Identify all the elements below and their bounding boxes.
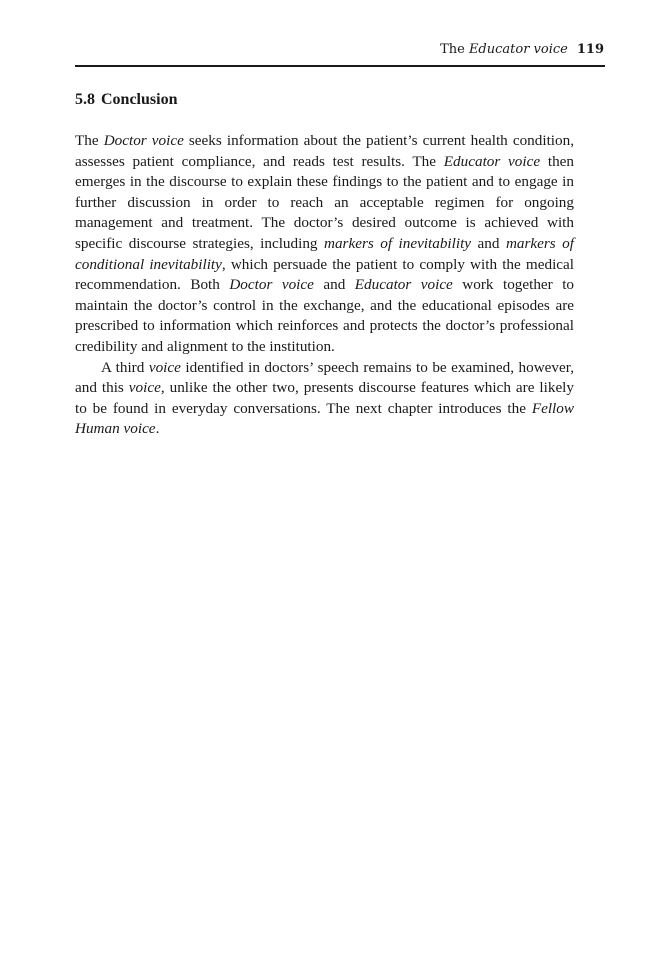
section-heading <box>75 90 177 110</box>
italic-term: Doctor voice <box>103 132 184 149</box>
paragraph-text: then emerges in the discourse to explain these findings to the patient and to engage in further discussion in order to reach an acceptable regimen for ongoing management and treatment. The doctor’s desired outcome is achieved with specific discourse strategies, including <box>75 152 574 252</box>
header-rule <box>75 65 605 67</box>
paragraph <box>75 358 574 440</box>
italic-term: Educator voice <box>443 152 541 170</box>
paragraph-text: A third <box>101 358 149 376</box>
paragraph-text: seeks information about the patient’s current health condition, assesses patient compliance, and reads test results. The <box>75 132 574 170</box>
running-head <box>440 41 604 59</box>
paragraph-text: , which persuade the patient to comply with the medical recommendation. Both <box>75 255 574 294</box>
paragraph-text: work together to maintain the doctor’s control in the exchange, and the educational episodes are prescribed to information which reinforces and protects the doctor’s professional credibility and alignment to the institution. <box>75 276 575 355</box>
italic-term: markers of conditional inevitability <box>75 234 574 273</box>
paragraph-text: The <box>75 132 104 149</box>
page-number: 119 <box>576 42 604 57</box>
paragraph-text: and <box>471 234 506 252</box>
italic-term: Educator voice <box>354 276 453 294</box>
running-title-prefix: The <box>440 42 469 57</box>
italic-term: markers of inevitability <box>323 234 472 252</box>
paragraph-text: , unlike the other two, presents discourse features which are likely to be found in everyday conversations. The next chapter introduces the <box>75 379 574 417</box>
italic-term: Fellow Human voice <box>75 399 574 438</box>
paragraph-text: and <box>313 276 355 294</box>
paragraph-text: identified in doctors’ speech remains to be examined, however, and this <box>75 358 574 397</box>
paragraph-text: . <box>155 420 160 438</box>
italic-term: voice <box>128 379 161 397</box>
section-title: Conclusion <box>101 91 178 108</box>
italic-term: voice <box>148 358 181 376</box>
paragraph <box>75 131 574 358</box>
italic-term: Doctor voice <box>229 276 314 294</box>
body-text <box>75 131 574 440</box>
section-number: 5.8 <box>75 91 95 108</box>
running-title-italic: Educator voice <box>468 42 568 57</box>
